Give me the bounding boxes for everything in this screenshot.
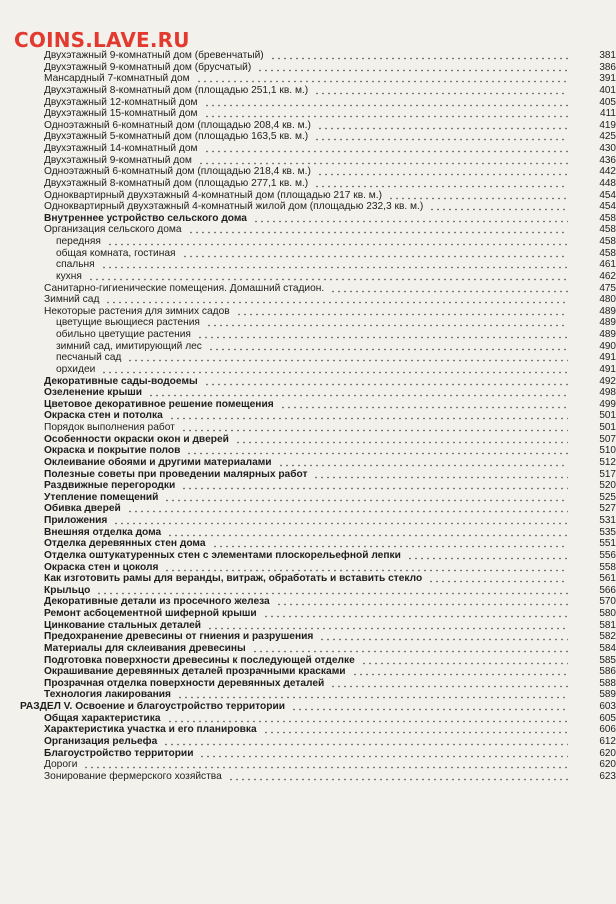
dot-leader	[208, 341, 568, 353]
toc-entry-page: 620	[599, 747, 616, 759]
toc-entry-page: 606	[599, 724, 616, 736]
toc-entry	[0, 620, 616, 632]
toc-entry-title: кухня	[56, 270, 82, 282]
toc-entry-title: Технология лакирования	[44, 689, 171, 701]
toc-entry-title: орхидеи	[56, 363, 96, 375]
toc-entry-title: спальня	[56, 259, 95, 271]
toc-entry-page: 561	[599, 573, 616, 585]
toc-entry-page: 498	[599, 387, 616, 399]
watermark-logo: COINS.LAVE.RU	[14, 28, 190, 52]
toc-entry	[0, 352, 616, 364]
dot-leader	[198, 155, 568, 167]
dot-leader	[252, 643, 568, 655]
toc-entry-page: 448	[599, 177, 616, 189]
toc-entry-title: Подготовка поверхности древесины к последующей отделке	[44, 654, 355, 666]
toc-entry-page: 425	[599, 131, 616, 143]
toc-entry-title: общая комната, гостиная	[56, 247, 176, 259]
toc-entry-title: Мансардный 7-комнатный дом	[44, 73, 190, 85]
toc-entry	[0, 422, 616, 434]
toc-entry-page: 586	[599, 666, 616, 678]
toc-entry	[0, 178, 616, 190]
toc-entry-title: Отделка деревянных стен дома	[44, 538, 206, 550]
toc-entry-title: Характеристика участка и его планировка	[44, 724, 257, 736]
toc-entry	[0, 480, 616, 492]
toc-entry-page: 492	[599, 375, 616, 387]
toc-entry	[0, 689, 616, 701]
toc-entry-title: цветущие вьющиеся растения	[56, 317, 200, 329]
toc-entry	[0, 678, 616, 690]
toc-entry-title: Двухэтажный 12-комнатный дом	[44, 96, 198, 108]
toc-entry	[0, 50, 616, 62]
dot-leader	[429, 201, 568, 213]
toc-entry-title: Как изготовить рамы для веранды, витраж, обработать и вставить стекло	[44, 573, 423, 585]
dot-leader	[164, 562, 568, 574]
toc-entry-title: Окраска стен и потолка	[44, 410, 163, 422]
toc-entry-title: Двухэтажный 14-комнатный дом	[44, 143, 198, 154]
toc-entry-page: 556	[599, 549, 616, 561]
toc-entry-page: 489	[599, 317, 616, 329]
dot-leader	[361, 655, 568, 667]
toc-entry	[0, 166, 616, 178]
toc-entry-title: Двухэтажный 9-комнатный дом (бревенчатый)	[44, 50, 264, 61]
toc-entry	[0, 97, 616, 109]
toc-entry	[0, 190, 616, 202]
toc-entry-title: Общая характеристика	[44, 712, 161, 724]
toc-entry-title: Одноквартирный двухэтажный 4-комнатный жилой дом (площадью 232,3 кв. м.)	[44, 201, 424, 213]
toc-entry	[0, 201, 616, 213]
dot-leader	[204, 143, 568, 155]
toc-entry-title: Порядок выполнения работ	[44, 422, 175, 433]
toc-entry-page: 585	[599, 654, 616, 666]
toc-entry-page: 458	[599, 224, 616, 236]
toc-entry-page: 386	[599, 61, 616, 73]
toc-entry-page: 419	[599, 119, 616, 131]
toc-entry	[0, 236, 616, 248]
dot-leader	[317, 120, 568, 132]
toc-entry	[0, 771, 616, 783]
toc-entry	[0, 655, 616, 667]
toc-entry	[0, 469, 616, 481]
toc-entry-title: Утепление помещений	[44, 491, 159, 503]
toc-entry	[0, 527, 616, 539]
toc-entry-page: 462	[599, 270, 616, 282]
toc-entry	[0, 562, 616, 574]
toc-entry	[0, 387, 616, 399]
toc-entry-page: 461	[599, 259, 616, 271]
dot-leader	[291, 701, 568, 713]
toc-entry	[0, 62, 616, 74]
toc-entry-page: 480	[599, 294, 616, 306]
toc-entry-page: 442	[599, 166, 616, 178]
toc-entry-title: Двухэтажный 9-комнатный дом	[44, 154, 192, 166]
toc-entry	[0, 724, 616, 736]
toc-entry-page: 507	[599, 433, 616, 445]
toc-entry-title: Декоративные детали из просечного железа	[44, 596, 270, 608]
toc-entry-page: 501	[599, 410, 616, 422]
toc-entry	[0, 596, 616, 608]
toc-entry-title: Внутреннее устройство сельского дома	[44, 212, 247, 224]
toc-entry-page: 430	[599, 143, 616, 154]
toc-entry-title: Ремонт асбоцементной шиферной крыши	[44, 608, 257, 619]
dot-leader	[204, 376, 568, 388]
toc-entry-page: 570	[599, 596, 616, 608]
toc-entry	[0, 608, 616, 620]
dot-leader	[188, 224, 568, 236]
toc-entry	[0, 585, 616, 597]
toc-entry-page: 499	[599, 398, 616, 410]
toc-entry-page: 525	[599, 491, 616, 503]
toc-entry-page: 475	[599, 282, 616, 294]
toc-entry	[0, 120, 616, 132]
toc-entry-page: 558	[599, 561, 616, 573]
toc-entry-page: 458	[599, 247, 616, 259]
dot-leader	[280, 399, 568, 411]
toc-entry-title: Крыльцо	[44, 584, 91, 596]
dot-leader	[204, 97, 568, 109]
dot-leader	[199, 748, 568, 760]
dot-leader	[167, 713, 568, 725]
dot-leader	[228, 771, 568, 783]
toc-entry	[0, 410, 616, 422]
toc-entry-title: Полезные советы при проведении малярных работ	[44, 468, 308, 480]
toc-entry-page: 381	[599, 50, 616, 61]
dot-leader	[317, 166, 568, 178]
toc-entry-title: Особенности окраски окон и дверей	[44, 433, 229, 445]
toc-entry-title: Предохранение древесины от гниения и разрушения	[44, 631, 314, 643]
dot-leader	[113, 515, 568, 527]
dot-leader	[236, 306, 568, 318]
toc-entry-title: Зонирование фермерского хозяйства	[44, 770, 222, 782]
toc-entry-title: Организация рельефа	[44, 735, 158, 747]
dot-leader	[164, 492, 568, 504]
toc-entry-title: Организация сельского дома	[44, 224, 182, 236]
toc-entry-page: 405	[599, 96, 616, 108]
toc-entry-title: Раздвижные перегородки	[44, 480, 176, 492]
dot-leader	[83, 759, 568, 771]
toc-entry-page: 501	[599, 422, 616, 433]
dot-leader	[352, 666, 569, 678]
toc-entry	[0, 538, 616, 550]
toc-entry-title: Окрашивание деревянных деталей прозрачными красками	[44, 666, 346, 678]
dot-leader	[107, 236, 568, 248]
toc-entry-page: 605	[599, 712, 616, 724]
toc-entry-title: Одноквартирный двухэтажный 4-комнатный дом (площадью 217 кв. м.)	[44, 189, 383, 201]
toc-entry-page: 411	[600, 108, 616, 120]
dot-leader	[101, 364, 568, 376]
toc-entry	[0, 434, 616, 446]
toc-entry	[0, 748, 616, 760]
toc-entry-page: 454	[599, 189, 616, 201]
toc-entry	[0, 573, 616, 585]
toc-entry	[0, 503, 616, 515]
toc-entry-title: Цветовое декоративное решение помещения	[44, 398, 274, 410]
toc-entry-title: Двухэтажный 5-комнатный дом (площадью 163,5 кв. м.)	[44, 131, 309, 143]
toc-entry	[0, 131, 616, 143]
toc-entry-title: передняя	[56, 236, 101, 247]
dot-leader	[181, 422, 568, 434]
toc-entry-title: Озеленение крыши	[44, 387, 143, 399]
dot-leader	[204, 108, 568, 120]
toc-entry	[0, 701, 616, 713]
toc-entry-page: 589	[599, 689, 616, 701]
toc-entry-title: Санитарно-гигиенические помещения. Домашний стадион.	[44, 282, 325, 294]
toc-entry-page: 458	[599, 212, 616, 224]
dot-leader	[428, 573, 568, 585]
dot-leader	[314, 178, 568, 190]
toc-entry	[0, 631, 616, 643]
toc-entry-title: Внешняя отделка дома	[44, 526, 162, 538]
toc-entry	[0, 271, 616, 283]
toc-entry-page: 491	[599, 363, 616, 375]
dot-leader	[319, 631, 568, 643]
dot-leader	[278, 457, 568, 469]
dot-leader	[257, 62, 568, 74]
toc-entry-title: Оклеивание обоями и другими материалами	[44, 456, 272, 468]
toc-entry	[0, 85, 616, 97]
dot-leader	[169, 410, 568, 422]
toc-entry-page: 581	[599, 619, 616, 631]
toc-entry-page: 489	[599, 329, 616, 340]
dot-leader	[276, 596, 568, 608]
toc-entry-title: Двухэтажный 8-комнатный дом (площадью 251,1 кв. м.)	[44, 84, 309, 96]
dot-leader	[182, 248, 569, 260]
toc-entry-title: Отделка оштукатуренных стен с элементами плоскорельефной лепки	[44, 549, 401, 561]
dot-leader	[263, 724, 568, 736]
toc-entry	[0, 736, 616, 748]
toc-entry-title: Благоустройство территории	[44, 747, 194, 759]
toc-entry-page: 454	[599, 201, 616, 213]
toc-entry	[0, 341, 616, 353]
toc-entry-page: 436	[599, 154, 616, 166]
toc-entry	[0, 457, 616, 469]
dot-leader	[253, 213, 568, 225]
toc-entry	[0, 294, 616, 306]
toc-entry-page: 391	[599, 73, 616, 85]
toc-entry	[0, 515, 616, 527]
toc-entry-title: Цинкование стальных деталей	[44, 619, 202, 631]
dot-leader	[163, 736, 568, 748]
dot-leader	[235, 434, 568, 446]
toc-entry-title: Двухэтажный 9-комнатный дом (брусчатый)	[44, 61, 252, 73]
toc-entry-page: 612	[599, 735, 616, 747]
toc-entry	[0, 108, 616, 120]
toc-entry-title: РАЗДЕЛ V. Освоение и благоустройство территории	[20, 701, 285, 712]
dot-leader	[127, 352, 568, 364]
toc-entry-page: 535	[599, 526, 616, 538]
toc-entry-page: 551	[599, 538, 616, 550]
toc-entry-title: Одноэтажный 6-комнатный дом (площадью 208,4 кв. м.)	[44, 119, 311, 131]
toc-entry-title: зимний сад, имитирующий лес	[56, 340, 202, 352]
dot-leader	[330, 678, 568, 690]
dot-leader	[177, 689, 568, 701]
toc-entry	[0, 492, 616, 504]
toc-entry-title: Окраска стен и цоколя	[44, 561, 159, 573]
toc-entry-page: 512	[599, 456, 616, 468]
toc-entry-title: Дороги	[44, 759, 78, 771]
toc-entry	[0, 283, 616, 295]
toc-entry-title: Окраска и покрытие полов	[44, 445, 181, 457]
toc-entry	[0, 306, 616, 318]
toc-entry	[0, 224, 616, 236]
dot-leader	[197, 329, 568, 341]
toc-entry-title: Декоративные сады-водоемы	[44, 375, 198, 387]
toc-entry-page: 517	[599, 468, 616, 480]
dot-leader	[270, 50, 568, 62]
dot-leader	[388, 190, 568, 202]
toc-entry-page: 491	[599, 352, 616, 364]
dot-leader	[196, 73, 568, 85]
dot-leader	[127, 503, 568, 515]
toc-entry-title: Прозрачная отделка поверхности деревянных деталей	[44, 677, 325, 689]
toc-entry	[0, 376, 616, 388]
toc-entry-title: Двухэтажный 15-комнатный дом	[44, 108, 198, 120]
toc-entry-page: 458	[599, 236, 616, 247]
toc-entry-title: обильно цветущие растения	[56, 329, 191, 340]
toc-entry-page: 489	[599, 305, 616, 317]
dot-leader	[314, 85, 568, 97]
toc-entry	[0, 713, 616, 725]
toc-entry-page: 401	[599, 84, 616, 96]
dot-leader	[263, 608, 568, 620]
toc-entry-title: Материалы для склеивания древесины	[44, 642, 246, 654]
toc-entry-title: Двухэтажный 8-комнатный дом (площадью 277,1 кв. м.)	[44, 177, 309, 189]
toc-entry	[0, 317, 616, 329]
dot-leader	[96, 585, 568, 597]
toc-entry-title: Некоторые растения для зимних садов	[44, 305, 230, 317]
toc-entry-page: 603	[599, 701, 616, 712]
toc-entry	[0, 213, 616, 225]
toc-entry-title: Приложения	[44, 515, 108, 526]
dot-leader	[212, 538, 568, 550]
dot-leader	[101, 259, 568, 271]
toc-entry-page: 490	[599, 340, 616, 352]
toc-entry	[0, 329, 616, 341]
dot-leader	[314, 131, 568, 143]
dot-leader	[330, 283, 568, 295]
toc-entry-title: Зимний сад	[44, 294, 100, 306]
toc-entry	[0, 73, 616, 85]
toc-entry-title: Обивка дверей	[44, 503, 121, 515]
toc-entry-page: 623	[599, 770, 616, 782]
toc-entry-page: 580	[599, 608, 616, 619]
toc-entry	[0, 364, 616, 376]
dot-leader	[167, 527, 568, 539]
toc-entry-page: 588	[599, 677, 616, 689]
toc-entry-page: 510	[599, 445, 616, 457]
dot-leader	[206, 317, 568, 329]
toc-entry	[0, 143, 616, 155]
toc-entry-page: 620	[599, 759, 616, 771]
toc-entry	[0, 259, 616, 271]
toc-entry-page: 582	[599, 631, 616, 643]
toc-entry	[0, 445, 616, 457]
dot-leader	[148, 387, 568, 399]
toc-entry-page: 527	[599, 503, 616, 515]
toc-entry	[0, 643, 616, 655]
toc-entry-title: Одноэтажный 6-комнатный дом (площадью 218,4 кв. м.)	[44, 166, 311, 178]
dot-leader	[186, 445, 568, 457]
toc-entry	[0, 399, 616, 411]
toc-entry	[0, 550, 616, 562]
toc-entry	[0, 759, 616, 771]
toc-entry-page: 520	[599, 480, 616, 492]
dot-leader	[207, 620, 568, 632]
toc-entry	[0, 155, 616, 167]
dot-leader	[407, 550, 568, 562]
dot-leader	[313, 469, 568, 481]
toc-entry-page: 566	[599, 584, 616, 596]
toc-entry	[0, 666, 616, 678]
dot-leader	[181, 480, 568, 492]
dot-leader	[88, 271, 568, 283]
toc-entry-title: песчаный сад	[56, 352, 122, 364]
toc-entry-page: 584	[599, 642, 616, 654]
toc-entry	[0, 248, 616, 260]
toc-entry-page: 531	[599, 515, 616, 526]
table-of-contents	[0, 50, 616, 782]
dot-leader	[105, 294, 568, 306]
